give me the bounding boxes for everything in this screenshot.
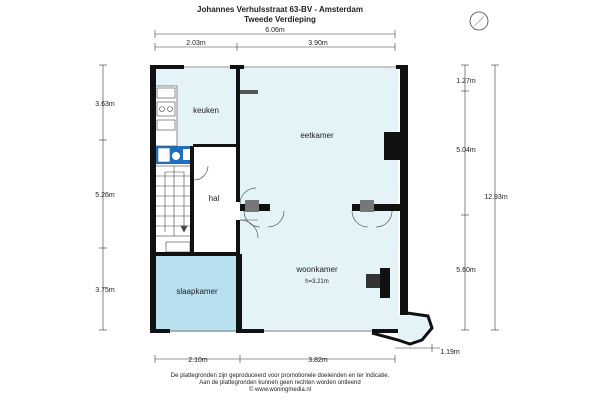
dim-top-left: 2.03m xyxy=(186,40,206,47)
dim-right-3: 5.60m xyxy=(456,267,476,274)
fireplace-icon xyxy=(366,274,380,288)
dim-bay: 1.19m xyxy=(440,349,460,356)
dim-top-total: 6.06m xyxy=(265,27,285,34)
dim-left-1: 3.63m xyxy=(95,101,115,108)
north-arrow-icon xyxy=(470,12,488,30)
room-height-woonkamer: h=3.21m xyxy=(305,279,329,285)
address-title: Johannes Verhulsstraat 63-BV - Amsterdam xyxy=(197,5,363,14)
disclaimer-line-2: Aan de plattegronden kunnen geen rechten worden ontleend xyxy=(199,380,361,386)
dim-right-total: 12.93m xyxy=(484,194,508,201)
eetkamer-woonkamer-floor xyxy=(240,68,398,332)
dim-left-2: 5.26m xyxy=(95,192,115,199)
svg-text:N: N xyxy=(477,20,481,26)
room-label-woonkamer: woonkamer xyxy=(296,265,338,274)
dim-left-3: 3.75m xyxy=(95,287,115,294)
dim-bottom-right: 3.82m xyxy=(308,357,328,364)
hal-cupboard xyxy=(166,242,190,252)
radiator xyxy=(245,200,259,212)
room-label-eetkamer: eetkamer xyxy=(300,131,334,140)
dim-bottom-left: 2.10m xyxy=(188,357,208,364)
disclaimer-line-1: De plattegronden zijn geproduceerd voor promotionele doeleinden en ter indicatie. xyxy=(170,373,390,379)
room-label-slaapkamer: slaapkamer xyxy=(176,287,218,296)
dim-right-2: 5.04m xyxy=(456,147,476,154)
floor-title: Tweede Verdieping xyxy=(244,15,316,24)
dim-top-right: 3.90m xyxy=(308,40,328,47)
room-label-keuken: keuken xyxy=(193,106,219,115)
dim-right-1: 1.27m xyxy=(456,78,476,85)
copyright-line: © www.woningmedia.nl xyxy=(248,387,312,393)
room-label-hal: hal xyxy=(208,194,220,203)
radiator xyxy=(360,200,374,212)
